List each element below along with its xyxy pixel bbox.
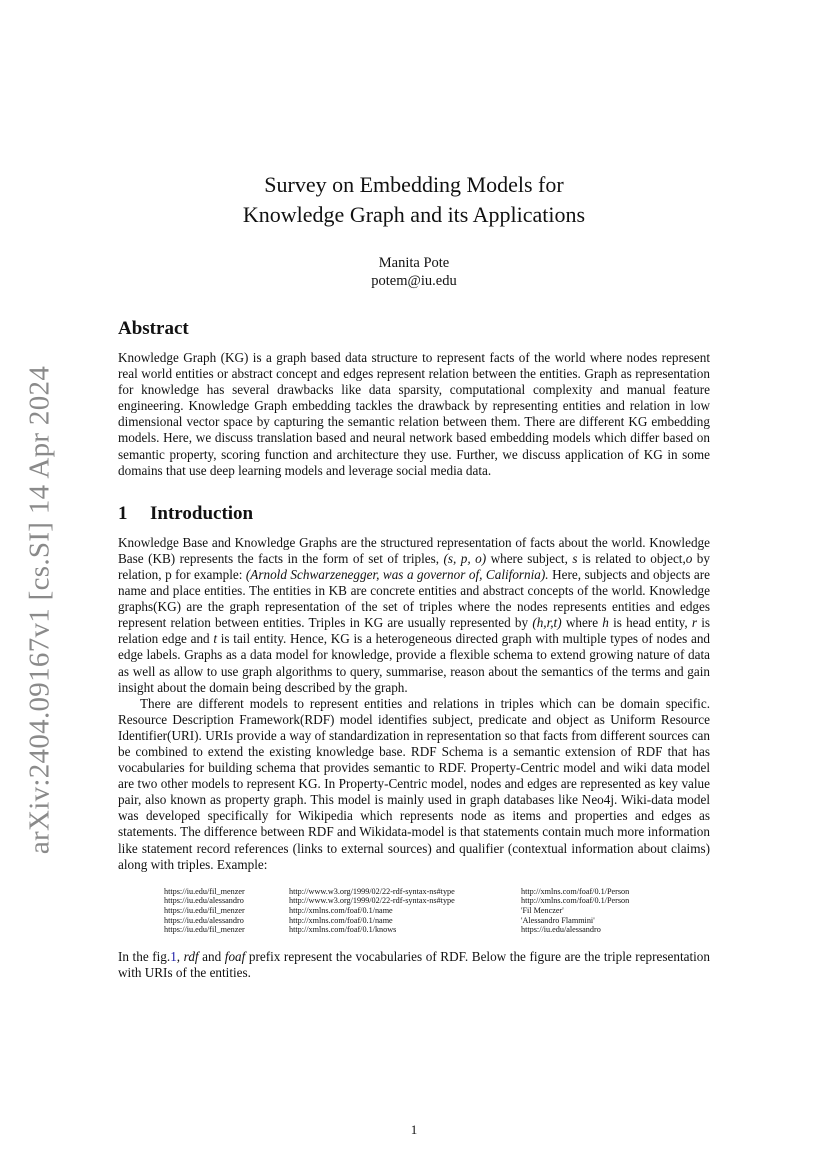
text-run: h <box>602 615 609 631</box>
paper-page <box>118 170 710 981</box>
paper-title <box>118 170 710 230</box>
triple-subject: https://iu.edu/fil_menzer <box>164 925 245 935</box>
text-run: rdf <box>183 948 199 964</box>
triple-object: https://iu.edu/alessandro <box>521 925 601 935</box>
triple-row <box>164 887 710 897</box>
triple-row <box>164 906 710 916</box>
intro-paragraph-3 <box>118 949 710 981</box>
author-email: potem@iu.edu <box>371 273 457 289</box>
abstract-text: Knowledge Graph (KG) is a graph based data structure to represent facts of the world where nodes represent real world entities or abstract concept and edges represent relation between the entities. Graph as representation for knowledge has several drawbacks like data sparsity, computational complexity and manual feature engineering. Knowledge Graph embedding tackles the drawback by representing entities and relation in low dimensional vector space by capturing the semantic relation between them. There are different KG embedding models. Here, we discuss translation based and neural network based embedding models which differ based on semantic property, scoring function and architecture they use. Further, we discuss application of KG in some domains that use deep learning models and leverage social media data. <box>118 350 710 478</box>
triples-listing <box>164 887 710 935</box>
triple-subject: https://iu.edu/fil_menzer <box>164 905 245 915</box>
text-run: prefix represent the vocabularies of RDF. Below the figure are the triple representation with URIs of the entities. <box>118 948 710 980</box>
text-run: o <box>685 550 693 566</box>
triple-predicate: http://xmlns.com/foaf/0.1/knows <box>289 925 397 935</box>
triple-object: 'Alessandro Flammini' <box>521 915 595 925</box>
author-block <box>118 254 710 290</box>
section-heading-introduction <box>118 503 710 525</box>
triple-subject: https://iu.edu/fil_menzer <box>164 886 245 896</box>
text-run: , <box>176 948 184 964</box>
text-run: (h,r,t) <box>532 615 562 631</box>
intro-paragraph-2: There are different models to represent entities and relations in triples which can be domain specific. Resource Description Framework(RDF) model identifies subject, predicate and object as Uniform Resource Identifier(URI). URIs provide a way of standardization in representation so that facts from different sources can be combined to extend the existing knowledge base. RDF Schema is a semantic extension of RDF that has vocabularies for building schema that provides semantic to RDF. Property-Centric model and wiki data model are two other models to represent KG. In Property-Centric model, nodes and edges are represented as key value pair, also known as property graph. This model is mainly used in graph databases like Neo4j. Wiki-data model was developed specifically for Wikipedia which represents node as items and properties and edges as statements. The difference between RDF and Wikidata-model is that statements contain much more information like statement record references (links to external sources) and qualifier (contextual information about claims) along with triples. Example: <box>118 695 710 872</box>
triple-object: http://xmlns.com/foaf/0.1/Person <box>521 896 630 906</box>
triple-subject: https://iu.edu/alessandro <box>164 896 244 906</box>
triple-predicate: http://xmlns.com/foaf/0.1/name <box>289 915 393 925</box>
text-run: s <box>572 550 578 566</box>
arxiv-sidebar <box>20 365 60 855</box>
triple-predicate: http://www.w3.org/1999/02/22-rdf-syntax-ns#type <box>289 886 455 896</box>
text-run: foaf <box>224 948 246 964</box>
text-run: where subject, <box>486 550 573 566</box>
text-run: In the fig. <box>118 948 171 964</box>
author-name: Manita Pote <box>378 255 450 271</box>
triple-object: http://xmlns.com/foaf/0.1/Person <box>521 886 630 896</box>
triple-predicate: http://www.w3.org/1999/02/22-rdf-syntax-ns#type <box>289 896 455 906</box>
text-run: is head entity, <box>608 615 692 631</box>
text-run: by relation, p for example: <box>118 550 710 582</box>
title-line-1: Survey on Embedding Models for <box>264 172 564 197</box>
section-number: 1 <box>118 502 128 524</box>
figure-reference-link[interactable]: 1 <box>170 948 177 964</box>
text-run: is relation edge and <box>118 615 711 647</box>
text-run: (Arnold Schwarzenegger, was a governor of, California). <box>245 566 549 582</box>
text-run: Here, subjects and objects are name and place entities. The entities in KB are concrete entities and abstract concepts of the world. Knowledge graphs(KG) are the graph representation of the set of triples where the nodes represents entities and edges represent relation between entities. Triples in KG are usually represented by <box>118 566 710 631</box>
text-run: t <box>213 631 218 647</box>
intro-paragraph-1 <box>118 535 710 696</box>
text-run: where <box>561 615 603 631</box>
arxiv-identifier: arXiv:2404.09167v1 [cs.SI] 14 Apr 2024 <box>23 365 56 855</box>
triple-predicate: http://xmlns.com/foaf/0.1/name <box>289 905 393 915</box>
triple-row <box>164 916 710 926</box>
text-run: r <box>691 615 697 631</box>
text-run: Knowledge Base and Knowledge Graphs are the structured representation of facts about the world. Knowledge Base (KB) represents the facts in the form of set of triples, <box>118 534 710 566</box>
title-line-2: Knowledge Graph and its Applications <box>242 202 586 227</box>
triple-row <box>164 896 710 906</box>
text-run: is related to object, <box>577 550 686 566</box>
abstract-heading: Abstract <box>118 318 189 339</box>
text-run: is tail entity. Hence, KG is a heterogeneous directed graph with multiple types of nodes and edge labels. Graphs as a data model for knowledge, provide a flexible schema to extend growing nature of data as well as allow to use graph algorithms to query, summarise, reason about the semantics of the terms and gain insight about the domain being described by the graph. <box>118 631 711 695</box>
triple-row <box>164 925 710 935</box>
page-number: 1 <box>410 1122 418 1137</box>
triple-object: 'Fil Menczer' <box>521 905 564 915</box>
triple-subject: https://iu.edu/alessandro <box>164 915 244 925</box>
section-title: Introduction <box>150 502 254 524</box>
text-run: and <box>198 948 225 964</box>
text-run: (s, p, o) <box>443 550 487 566</box>
